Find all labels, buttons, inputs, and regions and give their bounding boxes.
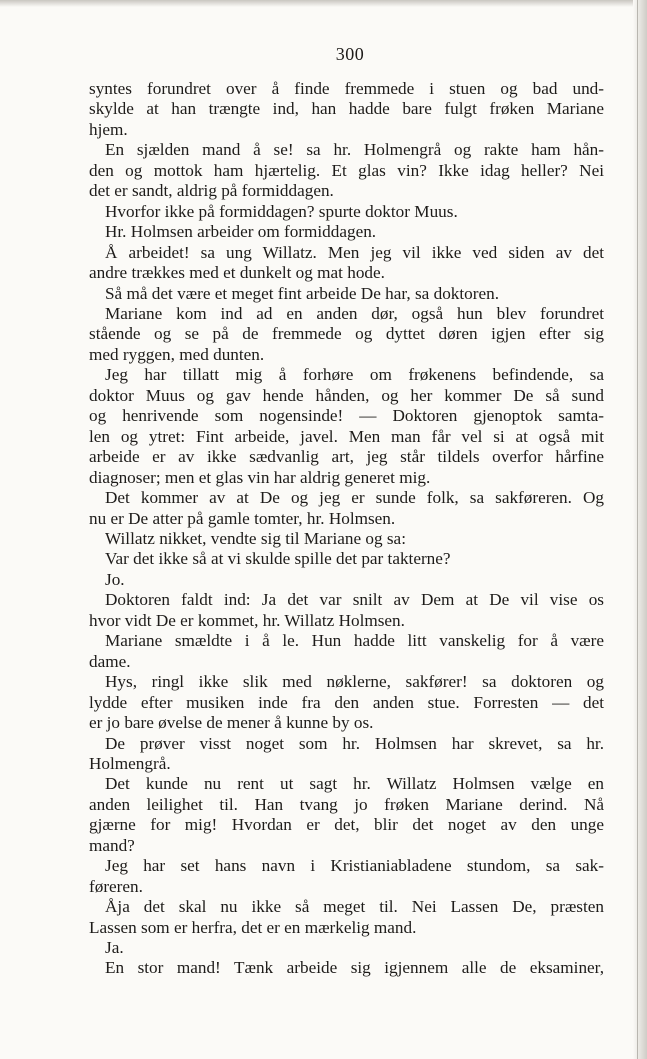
text-line: den og mottok ham hjærtelig. Et glas vin? Ikke idag heller? Nei bbox=[89, 160, 604, 180]
text-line: skylde at han trængte ind, han hadde bare fulgt frøken Mariane bbox=[89, 99, 604, 119]
text-line: Mariane kom ind ad en anden dør, også hun blev forundret bbox=[105, 303, 604, 323]
text-line: Hys, ringl ikke slik med nøklerne, sakfører! sa doktoren og bbox=[105, 672, 604, 692]
text-line: det er sandt, aldrig på formiddagen. bbox=[89, 181, 334, 201]
text-line: nu er De atter på gamle tomter, hr. Holmsen. bbox=[89, 508, 396, 528]
text-line: mand? bbox=[89, 835, 135, 855]
text-line: Å arbeidet! sa ung Willatz. Men jeg vil ikke ved siden av det bbox=[105, 242, 604, 262]
text-line: Doktoren faldt ind: Ja det var snilt av Dem at De vil vise os bbox=[105, 590, 604, 610]
text-line: Jeg har set hans navn i Kristianiabladene stundom, sa sak- bbox=[105, 856, 604, 876]
text-line: Var det ikke så at vi skulde spille det par takterne? bbox=[105, 549, 451, 569]
text-line: og henrivende som nogensinde! — Doktoren gjenoptok samta- bbox=[89, 406, 604, 426]
text-line: Så må det være et meget fint arbeide De har, sa doktoren. bbox=[105, 283, 500, 303]
text-line: De prøver visst noget som hr. Holmsen har skrevet, sa hr. bbox=[105, 733, 604, 753]
text-line: Hvorfor ikke på formiddagen? spurte doktor Muus. bbox=[105, 201, 458, 221]
text-line: dame. bbox=[89, 651, 131, 671]
text-body bbox=[89, 79, 604, 979]
text-line: Mariane smældte i å le. Hun hadde litt vanskelig for å være bbox=[105, 631, 604, 651]
scan-right-edge bbox=[633, 0, 647, 1059]
text-line: diagnoser; men et glas vin har aldrig generet mig. bbox=[89, 467, 431, 487]
text-line: Jo. bbox=[105, 569, 125, 589]
text-line: Det kommer av at De og jeg er sunde folk, sa sakføreren. Og bbox=[105, 488, 604, 508]
text-line: Hr. Holmsen arbeider om formiddagen. bbox=[105, 222, 377, 242]
text-line: syntes forundret over å finde fremmede i stuen og bad und- bbox=[89, 79, 604, 98]
text-line: andre trækkes med et dunkelt og mat hode. bbox=[89, 263, 385, 283]
text-line: anden leilighet til. Han tvang jo frøken Mariane derind. Nå bbox=[89, 794, 604, 814]
text-line: Åja det skal nu ikke så meget til. Nei Lassen De, præsten bbox=[105, 897, 604, 917]
scan-top-edge bbox=[0, 0, 647, 7]
text-line: doktor Muus og gav hende hånden, og her kommer De så sund bbox=[89, 385, 604, 405]
text-line: Holmengrå. bbox=[89, 753, 171, 773]
text-line: hjem. bbox=[89, 119, 128, 139]
text-line: Ja. bbox=[105, 938, 124, 958]
text-line: Jeg har tillatt mig å forhøre om frøkenens befindende, sa bbox=[105, 365, 604, 385]
text-line: Det kunde nu rent ut sagt hr. Willatz Holmsen vælge en bbox=[105, 774, 604, 794]
text-line: stående og se på de fremmede og dyttet døren igjen efter sig bbox=[89, 324, 604, 344]
page-number: 300 bbox=[335, 44, 365, 64]
text-line: lydde efter musiken inde fra den anden stue. Forresten — det bbox=[89, 692, 604, 712]
text-line: føreren. bbox=[89, 876, 143, 896]
text-line: En sjælden mand å se! sa hr. Holmengrå og rakte ham hån- bbox=[105, 140, 604, 160]
text-line: Willatz nikket, vendte sig til Mariane og sa: bbox=[105, 528, 406, 548]
text-line: gjærne for mig! Hvordan er det, blir det noget av den unge bbox=[89, 815, 604, 835]
text-line: arbeide er av ikke sædvanlig art, jeg står tildels overfor hårfine bbox=[89, 447, 604, 467]
text-line: len og ytret: Fint arbeide, javel. Men man får vel si at også mit bbox=[89, 426, 604, 446]
text-line: med ryggen, med dunten. bbox=[89, 344, 265, 364]
text-line: hvor vidt De er kommet, hr. Willatz Holmsen. bbox=[89, 610, 405, 630]
text-line: Lassen som er herfra, det er en mærkelig mand. bbox=[89, 917, 417, 937]
text-line: er jo bare øvelse de mener å kunne by os. bbox=[89, 713, 374, 733]
text-line: En stor mand! Tænk arbeide sig igjennem alle de eksaminer, bbox=[105, 958, 604, 978]
